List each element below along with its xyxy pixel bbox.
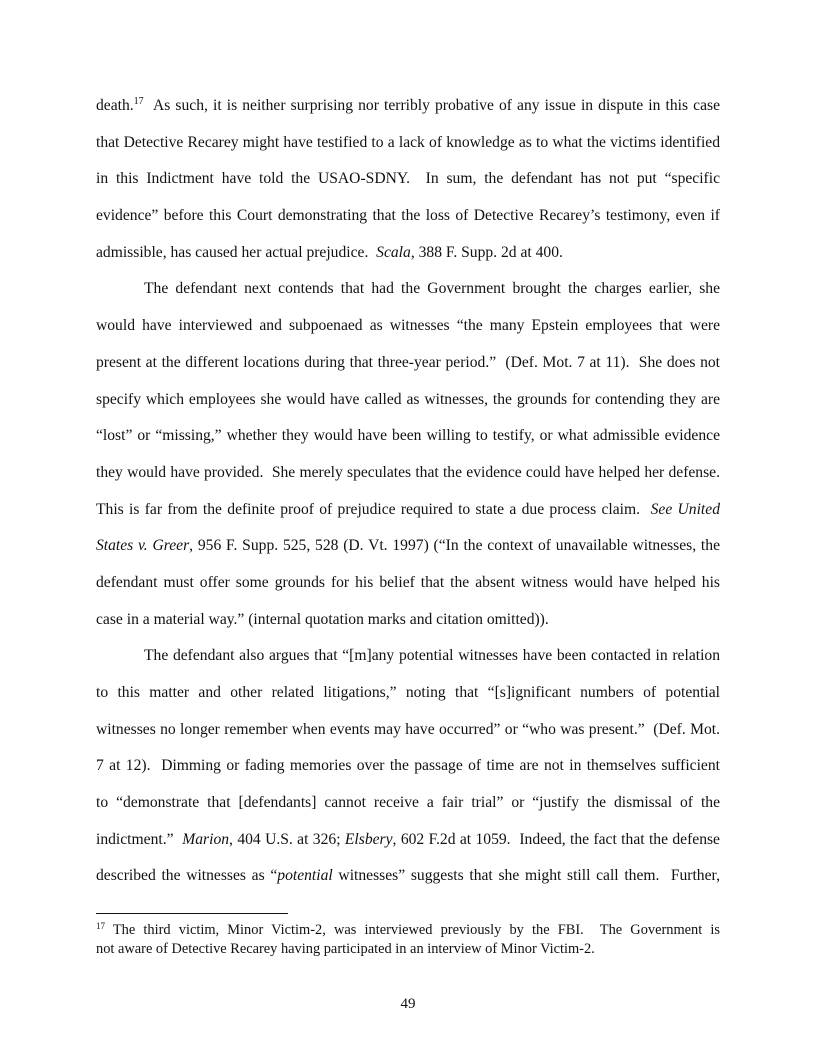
text-line xyxy=(96,238,720,275)
footnote-line: not aware of Detective Recarey having participated in an interview of Minor Victim-2. xyxy=(96,941,595,957)
text-line xyxy=(96,825,720,862)
case-citation: Elsbery xyxy=(344,830,393,848)
case-citation: See United xyxy=(650,500,720,518)
footnote xyxy=(96,921,720,959)
text-segment: This is far from the definite proof of prejudice required to state a due process claim. xyxy=(96,500,651,518)
case-citation: Marion xyxy=(182,830,230,848)
text-line: in this Indictment have told the USAO-SDNY. In sum, the defendant has not put “specific xyxy=(96,170,720,188)
text-line: they would have provided. She merely speculates that the evidence could have helped her defense. xyxy=(96,463,720,481)
text-line: evidence” before this Court demonstrating that the loss of Detective Recarey’s testimony, even if xyxy=(96,207,720,225)
text-segment: , 956 F. Supp. 525, 528 (D. Vt. 1997) (“In the context of unavailable witnesses, the xyxy=(189,537,720,555)
text-line xyxy=(96,531,720,568)
text-line: witnesses no longer remember when events may have occurred” or “who was present.” (Def. Mot. xyxy=(96,720,720,738)
text-segment: , 404 U.S. at 326; xyxy=(229,830,345,848)
body-text xyxy=(96,91,720,898)
text-segment: The third victim, Minor Victim-2, was interviewed previously by the FBI. The Government is xyxy=(105,922,720,938)
text-line: “lost” or “missing,” whether they would have been willing to testify, or what admissible evidence xyxy=(96,427,720,445)
text-line: would have interviewed and subpoenaed as witnesses “the many Epstein employees that were xyxy=(96,317,720,335)
paragraph-start: The defendant also argues that “[m]any potential witnesses have been contacted in relation xyxy=(144,647,720,665)
text-line: case in a material way.” (internal quotation marks and citation omitted)). xyxy=(96,610,549,628)
text-line: to this matter and other related litigations,” noting that “[s]ignificant numbers of potential xyxy=(96,684,720,701)
text-segment: As such, it is neither surprising nor terribly probative of any issue in dispute in this case xyxy=(143,97,720,114)
text-line xyxy=(96,861,720,898)
text-segment: indictment.” xyxy=(96,830,183,848)
text-line xyxy=(96,91,720,128)
footnote-line xyxy=(96,921,720,940)
text-line: 7 at 12). Dimming or fading memories over the passage of time are not in themselves sufficient xyxy=(96,757,720,775)
text-line: to “demonstrate that [defendants] cannot receive a fair trial” or “justify the dismissal of the xyxy=(96,794,720,812)
paragraph-start: The defendant next contends that had the Government brought the charges earlier, she xyxy=(144,280,720,298)
text-line: specify which employees she would have called as witnesses, the grounds for contending they are xyxy=(96,390,720,408)
page-number: 49 xyxy=(400,996,416,1012)
text-line xyxy=(96,495,720,532)
text-segment: admissible, has caused her actual prejudice. xyxy=(96,243,377,261)
text-line: present at the different locations during that three-year period.” (Def. Mot. 7 at 11). She does not xyxy=(96,353,720,371)
footnote-number: 17 xyxy=(96,921,105,931)
text-segment: , 602 F.2d at 1059. Indeed, the fact that the defense xyxy=(392,830,720,848)
footnote-separator xyxy=(96,913,288,914)
text-line: that Detective Recarey might have testified to a lack of knowledge as to what the victims identified xyxy=(96,133,720,151)
case-citation: States v. Greer xyxy=(96,537,190,555)
emphasis: potential xyxy=(277,867,333,885)
case-citation: Scala xyxy=(376,243,411,261)
text-segment: death. xyxy=(96,97,134,114)
text-line: defendant must offer some grounds for his belief that the absent witness would have helped his xyxy=(96,573,720,591)
text-segment: , 388 F. Supp. 2d at 400. xyxy=(410,243,563,261)
text-segment: described the witnesses as “ xyxy=(96,867,278,885)
footnote-reference: 17 xyxy=(133,96,144,107)
text-segment: witnesses” suggests that she might still call them. Further, xyxy=(332,867,720,885)
